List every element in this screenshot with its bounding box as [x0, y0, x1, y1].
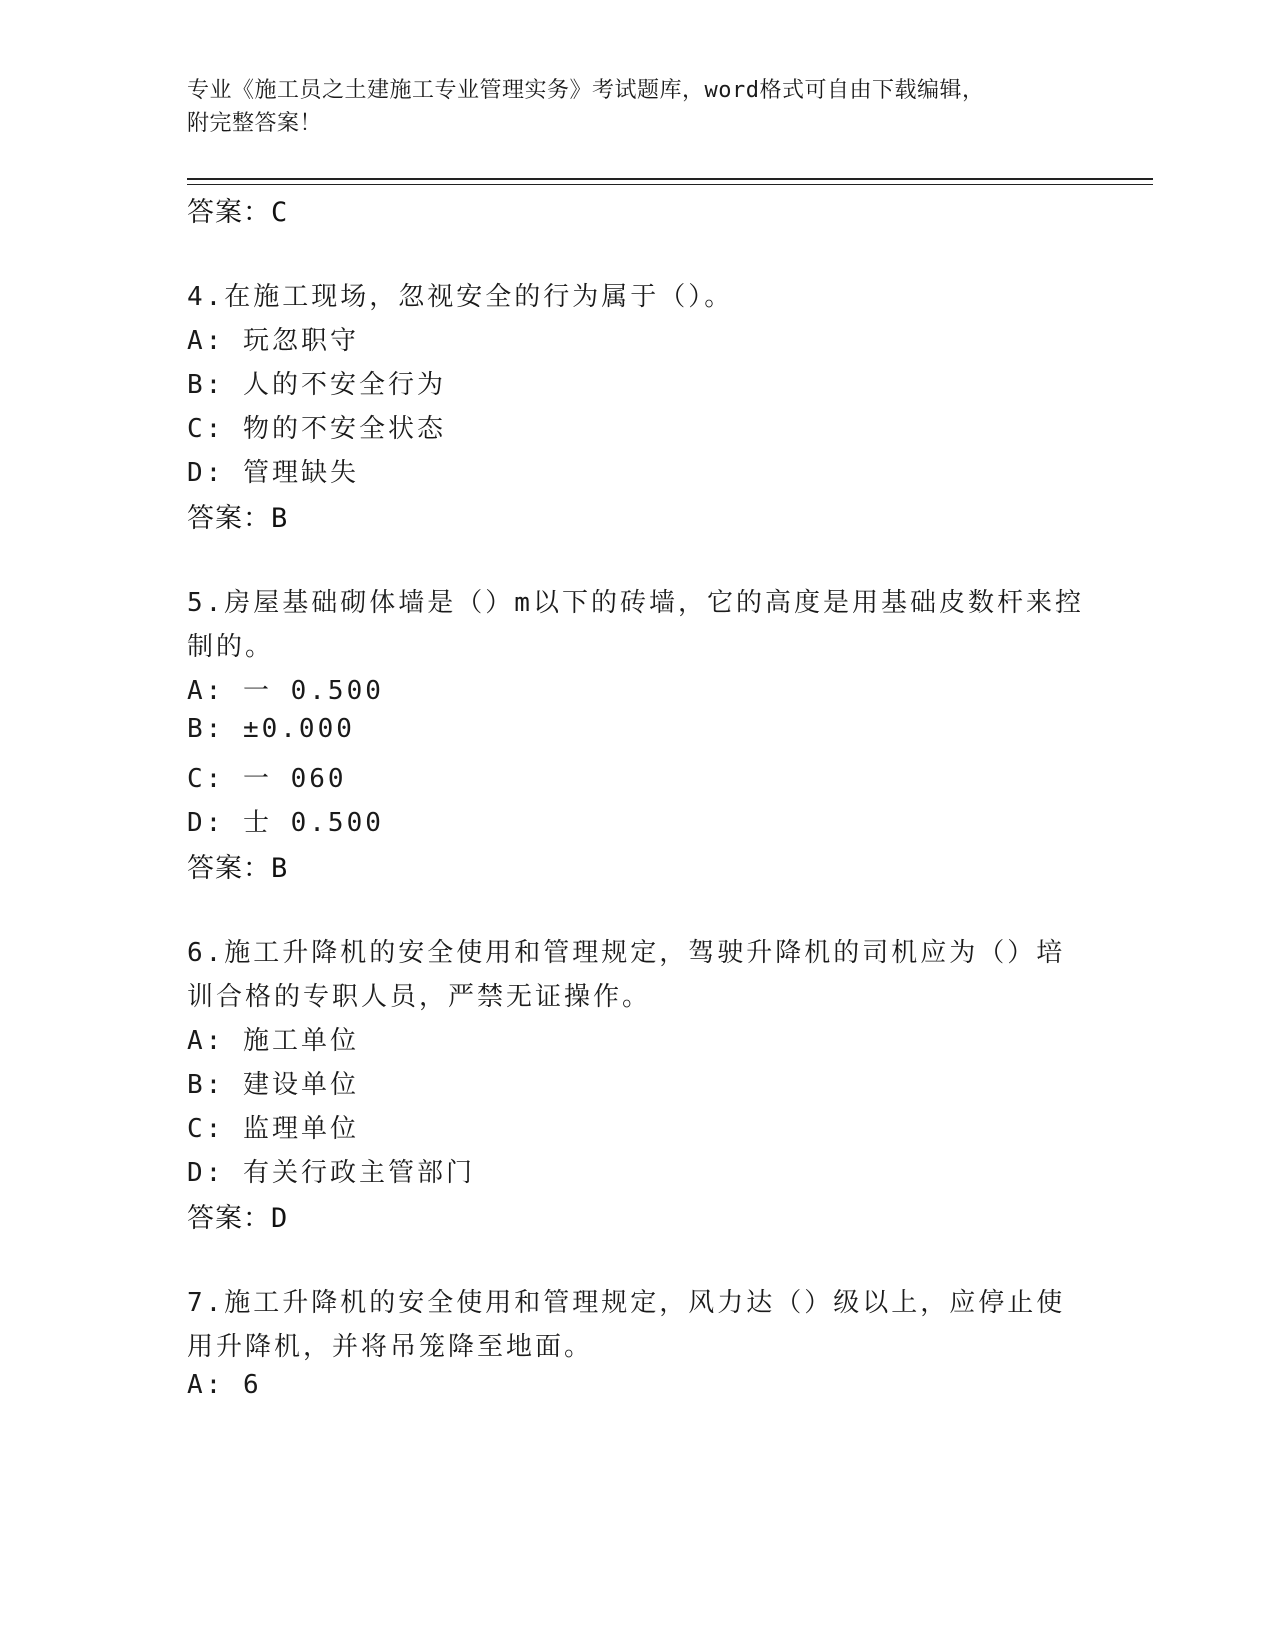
answer-label: 答案： [187, 503, 271, 534]
answer-value: C [271, 197, 289, 228]
question-7-option-a: A: 6 [187, 1370, 262, 1400]
question-4-option-b: B: 人的不安全行为 [187, 370, 446, 400]
answer-value: B [271, 853, 289, 884]
question-6-stem-line-1: 6.施工升降机的安全使用和管理规定，驾驶升降机的司机应为（）培 [187, 938, 1066, 968]
question-6-option-d: D: 有关行政主管部门 [187, 1158, 475, 1188]
answer-label: 答案： [187, 1203, 271, 1234]
question-4-option-a: A: 玩忽职守 [187, 326, 359, 356]
question-7-stem-line-1: 7.施工升降机的安全使用和管理规定，风力达（）级以上，应停止使 [187, 1288, 1066, 1318]
question-4-answer [187, 496, 288, 535]
question-4-stem-line-1: 4.在施工现场，忽视安全的行为属于（）。 [187, 282, 734, 312]
question-7-stem-line-2: 用升降机，并将吊笼降至地面。 [187, 1332, 594, 1362]
answer-label: 答案： [187, 197, 271, 228]
question-6-option-b: B: 建设单位 [187, 1070, 359, 1100]
question-6-option-a: A: 施工单位 [187, 1026, 359, 1056]
header-line-1: 专业《施工员之土建施工专业管理实务》考试题库，word格式可自由下载编辑， [187, 78, 985, 103]
answer-label: 答案： [187, 853, 271, 884]
answer-prev [187, 190, 288, 229]
question-5-option-c: C: 一 060 [187, 764, 347, 794]
question-5-stem-line-1: 5.房屋基础砌体墙是（）m以下的砖墙，它的高度是用基础皮数杆来控 [187, 588, 1084, 618]
question-6-stem-line-2: 训合格的专职人员，严禁无证操作。 [187, 982, 652, 1012]
question-5-option-b: B: ±0.000 [187, 714, 355, 744]
question-4-option-d: D: 管理缺失 [187, 458, 359, 488]
question-5-stem-line-2: 制的。 [187, 632, 275, 662]
question-6-answer [187, 1196, 288, 1235]
question-5-answer [187, 846, 288, 885]
answer-value: D [271, 1203, 289, 1234]
document-header [187, 74, 1087, 140]
question-6-option-c: C: 监理单位 [187, 1114, 359, 1144]
question-5-option-a: A: 一 0.500 [187, 676, 384, 706]
question-4-option-c: C: 物的不安全状态 [187, 414, 446, 444]
header-divider-thick [187, 178, 1153, 180]
answer-value: B [271, 503, 289, 534]
header-line-2: 附完整答案！ [187, 111, 323, 136]
question-5-option-d: D: 士 0.500 [187, 808, 384, 838]
header-divider-thin [187, 184, 1153, 185]
